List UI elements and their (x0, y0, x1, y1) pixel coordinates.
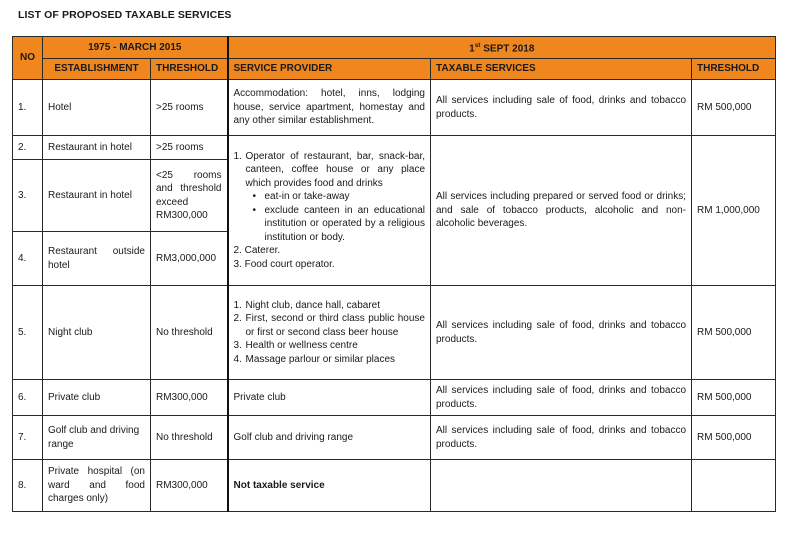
row-threshold-old: No threshold (151, 286, 228, 380)
row-no: 5. (13, 286, 43, 380)
row-establishment: Private club (43, 380, 151, 416)
table-row (13, 460, 776, 512)
row-no: 7. (13, 416, 43, 460)
table-row (13, 416, 776, 460)
row-establishment: Night club (43, 286, 151, 380)
table-row (13, 80, 776, 136)
header-establishment: ESTABLISHMENT (43, 59, 151, 80)
taxable-services-table (12, 36, 776, 512)
row-establishment: Restaurant in hotel (43, 136, 151, 160)
row-no: 8. (13, 460, 43, 512)
row-establishment: Private hospital (on ward and food charges only) (43, 460, 151, 512)
row-threshold-old: No threshold (151, 416, 228, 460)
row-taxable-services-group: All services including prepared or served food or drinks; and sale of tobacco products, alcoholic and non-alcoholic beverages. (431, 136, 692, 286)
row-threshold-new: RM 500,000 (692, 286, 776, 380)
row-service-provider: Golf club and driving range (228, 416, 431, 460)
row-no: 4. (13, 232, 43, 286)
row-taxable-services: All services including sale of food, drinks and tobacco products. (431, 286, 692, 380)
row-threshold-old: RM300,000 (151, 380, 228, 416)
row-taxable-services-empty (431, 460, 692, 512)
page-title: LIST OF PROPOSED TAXABLE SERVICES (18, 9, 232, 21)
row-no: 6. (13, 380, 43, 416)
row-taxable-services: All services including sale of food, drinks and tobacco products. (431, 416, 692, 460)
row-threshold-old: RM300,000 (151, 460, 228, 512)
row-establishment: Hotel (43, 80, 151, 136)
header-threshold-new: THRESHOLD (692, 59, 776, 80)
row-threshold-new: RM 500,000 (692, 416, 776, 460)
header-taxable-services: TAXABLE SERVICES (431, 59, 692, 80)
row-threshold-old: RM3,000,000 (151, 232, 228, 286)
row-establishment: Restaurant outside hotel (43, 232, 151, 286)
table-row (13, 136, 776, 160)
header-no: NO (13, 37, 43, 80)
header-period-old: 1975 - MARCH 2015 (43, 37, 228, 59)
row-taxable-services: All services including sale of food, drinks and tobacco products. (431, 380, 692, 416)
row-establishment: Golf club and driving range (43, 416, 151, 460)
header-service-provider: SERVICE PROVIDER (228, 59, 431, 80)
row-threshold-old: <25 rooms and threshold exceed RM300,000 (151, 160, 228, 232)
row-service-provider: Not taxable service (228, 460, 431, 512)
row-service-provider: 1. Night club, dance hall, cabaret 2. First, second or third class public house or first or second class beer house 3. Health or wellness centre 4. Massage parlour or similar places (228, 286, 431, 380)
row-threshold-old: >25 rooms (151, 80, 228, 136)
row-service-provider: Accommodation: hotel, inns, lodging house, service apartment, homestay and any other similar establishment. (228, 80, 431, 136)
row-no: 1. (13, 80, 43, 136)
row-service-provider: Private club (228, 380, 431, 416)
row-no: 2. (13, 136, 43, 160)
table-row (13, 286, 776, 380)
row-threshold-new-group: RM 1,000,000 (692, 136, 776, 286)
row-threshold-new: RM 500,000 (692, 380, 776, 416)
row-threshold-new: RM 500,000 (692, 80, 776, 136)
row-threshold-old: >25 rooms (151, 136, 228, 160)
row-establishment: Restaurant in hotel (43, 160, 151, 232)
row-threshold-new-empty (692, 460, 776, 512)
table-row (13, 380, 776, 416)
row-taxable-services: All services including sale of food, drinks and tobacco products. (431, 80, 692, 136)
header-threshold-old: THRESHOLD (151, 59, 228, 80)
row-no: 3. (13, 160, 43, 232)
row-service-provider-group: 1. Operator of restaurant, bar, snack-bar, canteen, coffee house or any place which provides food and drinks • eat-in or take-away • exclude canteen in an educational institution or operated by a religious institution or body. 2. Caterer. 3. Food court operator. (228, 136, 431, 286)
header-period-new: 1st SEPT 2018 (228, 37, 776, 59)
